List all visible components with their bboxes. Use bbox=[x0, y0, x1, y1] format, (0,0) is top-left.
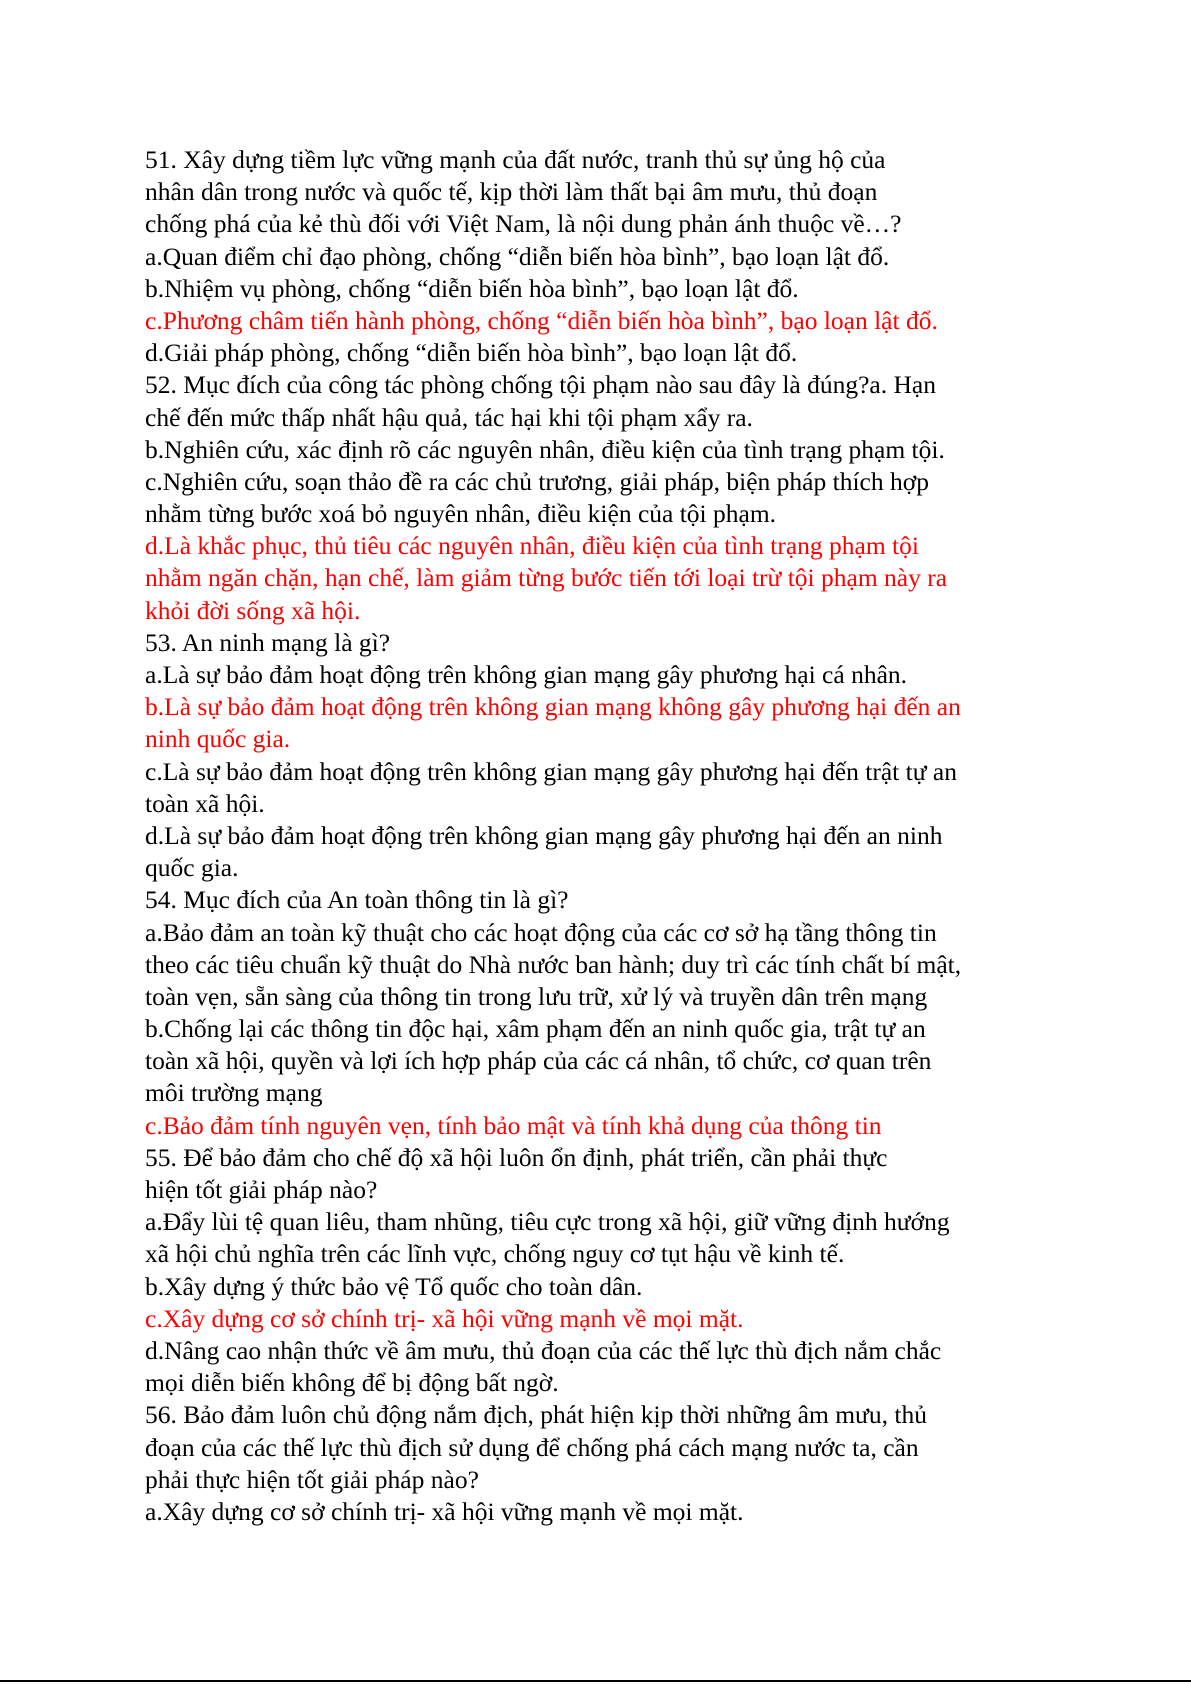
text-line: d.Giải pháp phòng, chống “diễn biến hòa bình”, bạo loạn lật đổ. bbox=[145, 338, 798, 368]
page-bottom-rule bbox=[0, 1680, 1191, 1682]
text-line: 54. Mục đích của An toàn thông tin là gì? bbox=[145, 885, 569, 915]
text-line: quốc gia. bbox=[145, 853, 239, 883]
text-line: toàn xã hội, quyền và lợi ích hợp pháp của các cá nhân, tổ chức, cơ quan trên bbox=[145, 1046, 932, 1076]
text-line: 55. Để bảo đảm cho chế độ xã hội luôn ổn định, phát triển, cần phải thực bbox=[145, 1142, 888, 1172]
text-line: b.Chống lại các thông tin độc hại, xâm phạm đến an ninh quốc gia, trật tự an bbox=[145, 1014, 926, 1044]
text-line: đoạn của các thế lực thù địch sử dụng để chống phá cách mạng nước ta, cần bbox=[145, 1432, 919, 1462]
text-line: theo các tiêu chuẩn kỹ thuật do Nhà nước ban hành; duy trì các tính chất bí mật, bbox=[145, 949, 962, 979]
text-line: a.Đẩy lùi tệ quan liêu, tham nhũng, tiêu cực trong xã hội, giữ vững định hướng bbox=[145, 1207, 950, 1237]
correct-answer-line: c.Xây dựng cơ sở chính trị- xã hội vững mạnh về mọi mặt. bbox=[145, 1303, 744, 1333]
correct-answer-line: d.Là khắc phục, thủ tiêu các nguyên nhân, điều kiện của tình trạng phạm tội bbox=[145, 531, 919, 561]
text-line: xã hội chủ nghĩa trên các lĩnh vực, chống nguy cơ tụt hậu về kinh tế. bbox=[145, 1239, 845, 1269]
text-line: môi trường mạng bbox=[145, 1078, 323, 1108]
text-line: a.Quan điểm chỉ đạo phòng, chống “diễn biến hòa bình”, bạo loạn lật đổ. bbox=[145, 241, 890, 271]
text-line: hiện tốt giải pháp nào? bbox=[145, 1175, 378, 1204]
text-line: nhằm từng bước xoá bỏ nguyên nhân, điều kiện của tội phạm. bbox=[145, 499, 777, 529]
text-line: chống phá của kẻ thù đối với Việt Nam, là nội dung phản ánh thuộc về…? bbox=[145, 209, 902, 239]
text-line: toàn xã hội. bbox=[145, 788, 265, 818]
text-line: d.Nâng cao nhận thức về âm mưu, thủ đoạn của các thế lực thù địch nắm chắc bbox=[145, 1335, 942, 1365]
text-line: a.Xây dựng cơ sở chính trị- xã hội vững mạnh về mọi mặt. bbox=[145, 1496, 744, 1526]
document-page bbox=[145, 144, 1065, 1528]
text-line: 52. Mục đích của công tác phòng chống tội phạm nào sau đây là đúng?a. Hạn bbox=[145, 370, 936, 400]
text-line: a.Bảo đảm an toàn kỹ thuật cho các hoạt động của các cơ sở hạ tầng thông tin bbox=[145, 917, 937, 947]
text-line: b.Nghiên cứu, xác định rõ các nguyên nhân, điều kiện của tình trạng phạm tội. bbox=[145, 434, 945, 464]
correct-answer-line: khỏi đời sống xã hội. bbox=[145, 595, 361, 625]
text-line: chế đến mức thấp nhất hậu quả, tác hại khi tội phạm xẩy ra. bbox=[145, 402, 753, 432]
text-line: 51. Xây dựng tiềm lực vững mạnh của đất nước, tranh thủ sự ủng hộ của bbox=[145, 145, 886, 174]
correct-answer-line: c.Phương châm tiến hành phòng, chống “diễn biến hòa bình”, bạo loạn lật đổ. bbox=[145, 305, 938, 335]
correct-answer-line: c.Bảo đảm tính nguyên vẹn, tính bảo mật và tính khả dụng của thông tin bbox=[145, 1110, 882, 1140]
text-line: 53. An ninh mạng là gì? bbox=[145, 627, 391, 657]
text-line: 56. Bảo đảm luôn chủ động nắm địch, phát hiện kịp thời những âm mưu, thủ bbox=[145, 1400, 927, 1430]
text-line: a.Là sự bảo đảm hoạt động trên không gian mạng gây phương hại cá nhân. bbox=[145, 660, 908, 689]
text-line: mọi diễn biến không để bị động bất ngờ. bbox=[145, 1368, 559, 1398]
text-line: b.Xây dựng ý thức bảo vệ Tổ quốc cho toàn dân. bbox=[145, 1271, 643, 1301]
correct-answer-line: nhằm ngăn chặn, hạn chế, làm giảm từng bước tiến tới loại trừ tội phạm này ra bbox=[145, 563, 948, 593]
text-line: nhân dân trong nước và quốc tế, kịp thời làm thất bại âm mưu, thủ đoạn bbox=[145, 177, 878, 207]
correct-answer-line: ninh quốc gia. bbox=[145, 724, 291, 754]
text-line: b.Nhiệm vụ phòng, chống “diễn biến hòa bình”, bạo loạn lật đổ. bbox=[145, 273, 799, 303]
text-line: phải thực hiện tốt giải pháp nào? bbox=[145, 1464, 479, 1494]
text-line: c.Nghiên cứu, soạn thảo đề ra các chủ trương, giải pháp, biện pháp thích hợp bbox=[145, 466, 929, 496]
correct-answer-line: b.Là sự bảo đảm hoạt động trên không gian mạng không gây phương hại đến an bbox=[145, 692, 961, 722]
text-line: d.Là sự bảo đảm hoạt động trên không gian mạng gây phương hại đến an ninh bbox=[145, 820, 943, 850]
text-line: toàn vẹn, sẵn sàng của thông tin trong lưu trữ, xử lý và truyền dân trên mạng bbox=[145, 981, 928, 1011]
text-line: c.Là sự bảo đảm hoạt động trên không gian mạng gây phương hại đến trật tự an bbox=[145, 756, 957, 786]
